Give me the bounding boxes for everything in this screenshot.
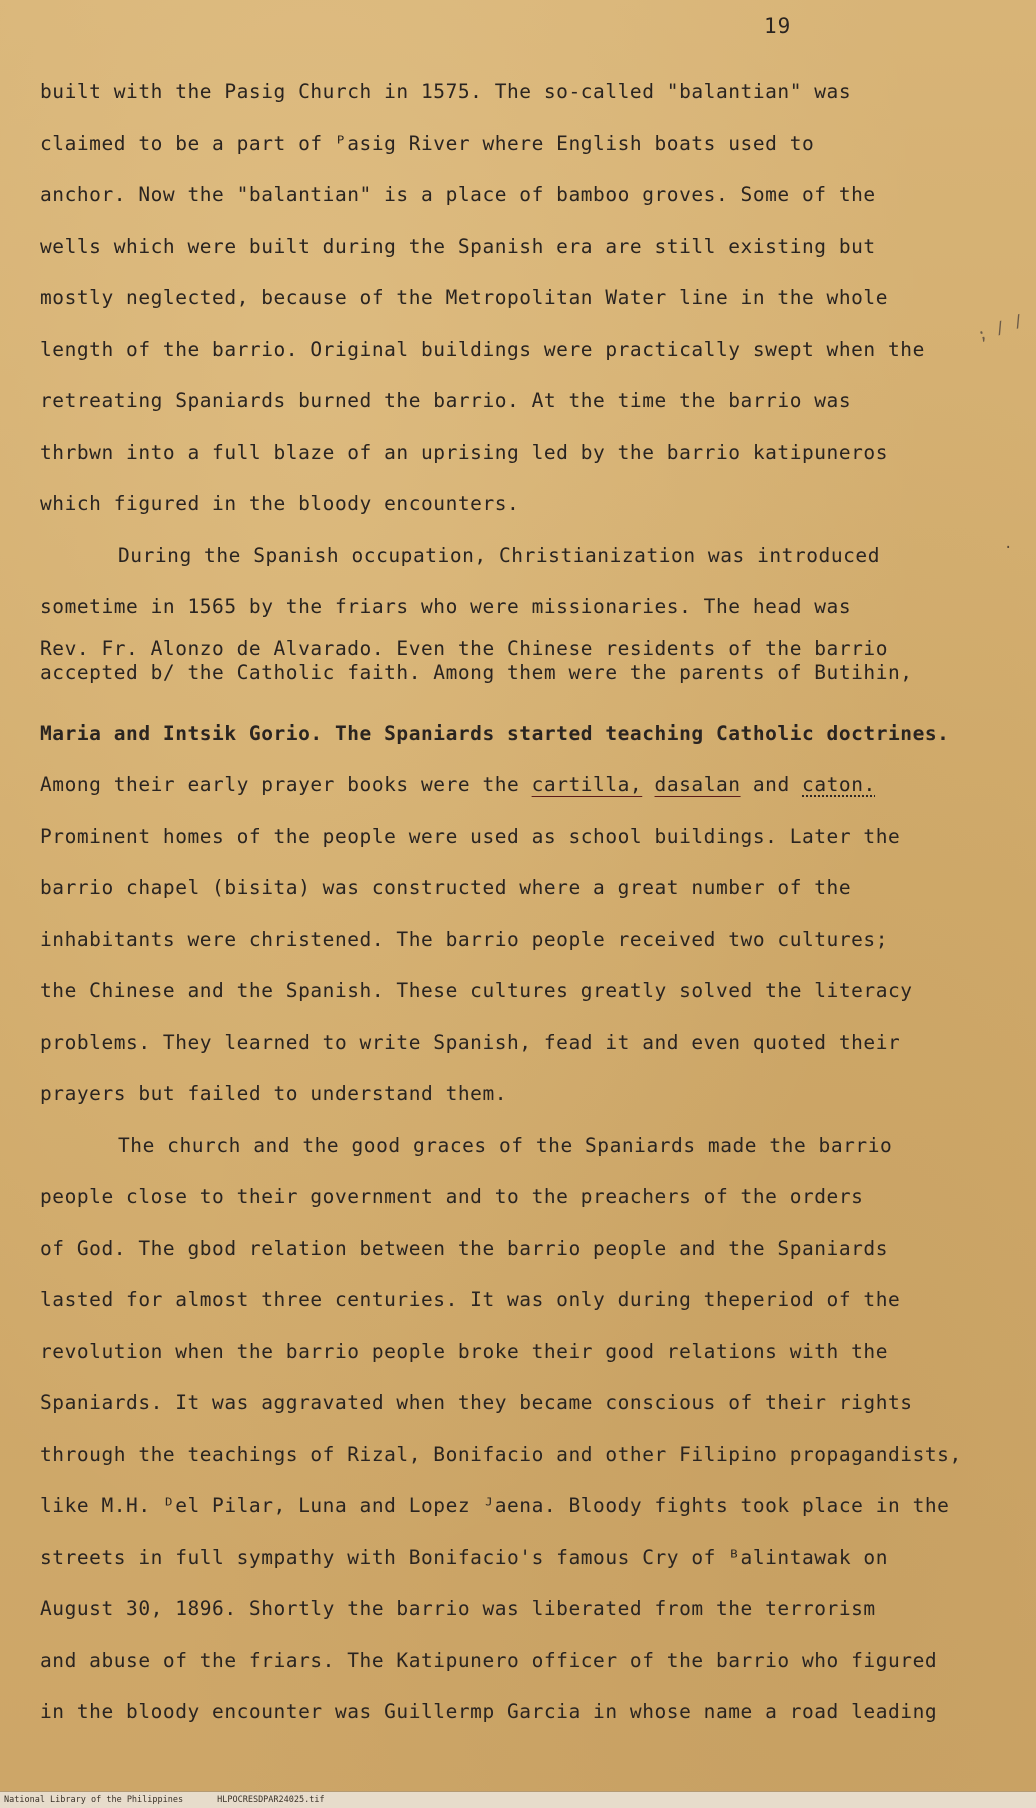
text-line: claimed to be a part of ᴾasig River where English boats used to	[40, 131, 815, 155]
text-line: mostly neglected, because of the Metropolitan Water line in the whole	[40, 286, 889, 309]
margin-dot-mark: ·	[1004, 540, 1013, 556]
text-line: inhabitants were christened. The barrio people received two cultures;	[40, 927, 889, 951]
text-line: anchor. Now the "balantian" is a place of bamboo groves. Some of the	[40, 183, 876, 206]
text-line: wells which were built during the Spanish era are still existing but	[40, 234, 876, 258]
text-line: Rev. Fr. Alonzo de Alvarado. Even the Chinese residents of the barrio	[40, 636, 889, 660]
margin-handwritten-mark: ; / /	[974, 310, 1026, 345]
prayer-books-joiner: and	[752, 773, 790, 796]
typed-text-body	[40, 66, 1000, 1738]
text-line: Spaniards. It was aggravated when they became conscious of their rights	[40, 1391, 913, 1414]
text-line: streets in full sympathy with Bonifacio's famous Cry of ᴮalintawak on	[40, 1545, 889, 1569]
text-line: through the teachings of Rizal, Bonifacio and other Filipino propagandists,	[40, 1442, 962, 1466]
text-line: accepted b/ the Catholic faith. Among them were the parents of Butihin,	[40, 660, 913, 684]
text-line: thrbwn into a full blaze of an uprising led by the barrio katipuneros	[40, 440, 889, 464]
text-line: August 30, 1896. Shortly the barrio was liberated from the terrorism	[40, 1597, 876, 1620]
prayer-book-cartilla: cartilla,	[531, 773, 643, 796]
scan-footer	[0, 1791, 1036, 1808]
text-line: length of the barrio. Original buildings were practically swept when the	[40, 337, 925, 361]
text-line: barrio chapel (bisita) was constructed where a great number of the	[40, 876, 852, 899]
text-line: Maria and Intsik Gorio. The Spaniards started teaching Catholic doctrines.	[40, 721, 950, 745]
text-line: in the bloody encounter was Guillermp Garcia in whose name a road leading	[40, 1700, 938, 1723]
text-line: which figured in the bloody encounters.	[40, 492, 520, 515]
prayer-book-dasalan: dasalan	[654, 773, 741, 796]
prayer-books-line	[40, 759, 1000, 811]
page-number: 19	[764, 14, 792, 38]
text-line: During the Spanish occupation, Christianization was introduced	[118, 543, 880, 567]
prayer-books-lead: Among their early prayer books were the	[40, 773, 520, 796]
text-line: like M.H. ᴰel Pilar, Luna and Lopez ᴶaena. Bloody fights took place in the	[40, 1494, 950, 1517]
text-line: sometime in 1565 by the friars who were missionaries. The head was	[40, 595, 852, 618]
footer-library-name: National Library of the Philippines	[4, 1795, 184, 1805]
text-line: people close to their government and to the preachers of the orders	[40, 1185, 864, 1208]
text-line: the Chinese and the Spanish. These cultures greatly solved the literacy	[40, 979, 913, 1002]
text-line: built with the Pasig Church in 1575. The so-called "balantian" was	[40, 80, 852, 103]
text-line: prayers but failed to understand them.	[40, 1082, 508, 1105]
text-line: of God. The gbod relation between the barrio people and the Spaniards	[40, 1236, 889, 1260]
text-line: retreating Spaniards burned the barrio. At the time the barrio was	[40, 389, 852, 412]
footer-file-name: HLPOCRESDPAR24025.tif	[217, 1795, 325, 1805]
prayer-book-caton: caton.	[802, 773, 876, 796]
text-line: lasted for almost three centuries. It was only during theperiod of the	[40, 1288, 901, 1311]
text-line: Prominent homes of the people were used as school buildings. Later the	[40, 824, 901, 848]
text-line: The church and the good graces of the Spaniards made the barrio	[118, 1133, 893, 1157]
text-line: and abuse of the friars. The Katipunero officer of the barrio who figured	[40, 1648, 938, 1672]
text-line: problems. They learned to write Spanish, fead it and even quoted their	[40, 1030, 901, 1054]
text-line: revolution when the barrio people broke their good relations with the	[40, 1339, 889, 1363]
